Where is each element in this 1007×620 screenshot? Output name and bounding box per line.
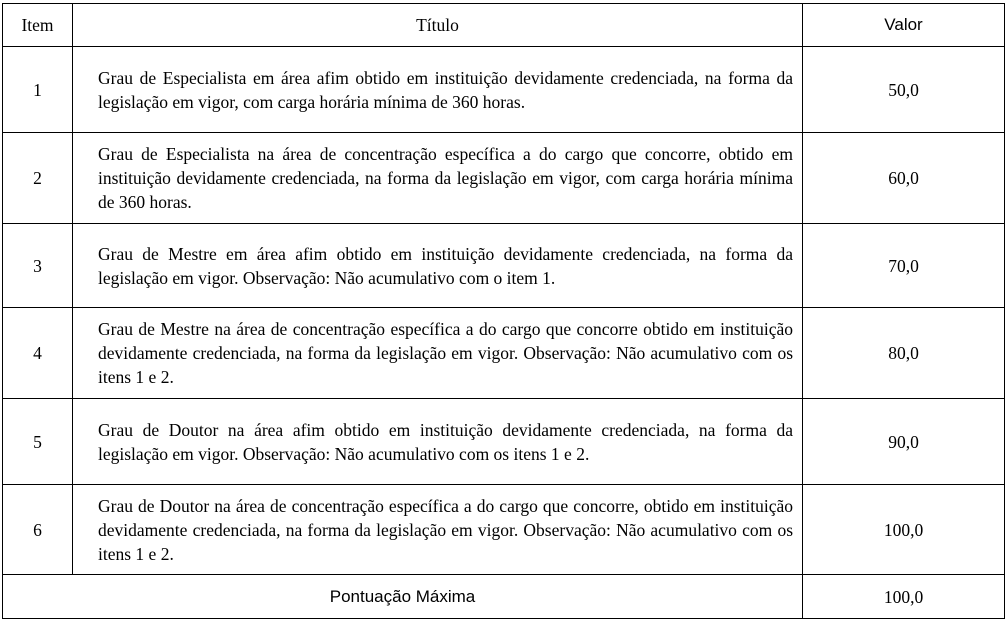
row-titulo: Grau de Especialista em área afim obtido em instituição devidamente credenciada, na forma da legislação em vigor, com carga horária mínima de 360 horas. [73, 47, 803, 133]
row-valor: 70,0 [803, 224, 1005, 308]
table-row [3, 399, 1005, 485]
row-valor: 90,0 [803, 399, 1005, 485]
row-item-number: 1 [3, 47, 73, 133]
header-row [3, 4, 1005, 47]
total-label: Pontuação Máxima [3, 575, 803, 619]
score-table [2, 3, 1005, 619]
row-valor: 60,0 [803, 133, 1005, 224]
header-valor: Valor [803, 4, 1005, 47]
row-item-number: 4 [3, 308, 73, 399]
row-valor: 80,0 [803, 308, 1005, 399]
row-item-number: 3 [3, 224, 73, 308]
total-row [3, 575, 1005, 619]
table-row [3, 485, 1005, 575]
header-item: Item [3, 4, 73, 47]
row-titulo: Grau de Mestre na área de concentração específica a do cargo que concorre obtido em instituição devidamente credenciada, na forma da legislação em vigor. Observação: Não acumulativo com os itens 1 e 2. [73, 308, 803, 399]
row-item-number: 5 [3, 399, 73, 485]
row-item-number: 2 [3, 133, 73, 224]
total-valor: 100,0 [803, 575, 1005, 619]
table-row [3, 47, 1005, 133]
row-valor: 100,0 [803, 485, 1005, 575]
row-titulo: Grau de Doutor na área de concentração específica a do cargo que concorre, obtido em instituição devidamente credenciada, na forma da legislação em vigor. Observação: Não acumulativo com os itens 1 e 2. [73, 485, 803, 575]
header-titulo: Título [73, 4, 803, 47]
table-row [3, 308, 1005, 399]
row-valor: 50,0 [803, 47, 1005, 133]
table-row [3, 133, 1005, 224]
table-row [3, 224, 1005, 308]
row-titulo: Grau de Doutor na área afim obtido em instituição devidamente credenciada, na forma da legislação em vigor. Observação: Não acumulativo com os itens 1 e 2. [73, 399, 803, 485]
row-titulo: Grau de Mestre em área afim obtido em instituição devidamente credenciada, na forma da legislação em vigor. Observação: Não acumulativo com o item 1. [73, 224, 803, 308]
row-item-number: 6 [3, 485, 73, 575]
row-titulo: Grau de Especialista na área de concentração específica a do cargo que concorre, obtido em instituição devidamente credenciada, na forma da legislação em vigor, com carga horária mínima de 360 horas. [73, 133, 803, 224]
